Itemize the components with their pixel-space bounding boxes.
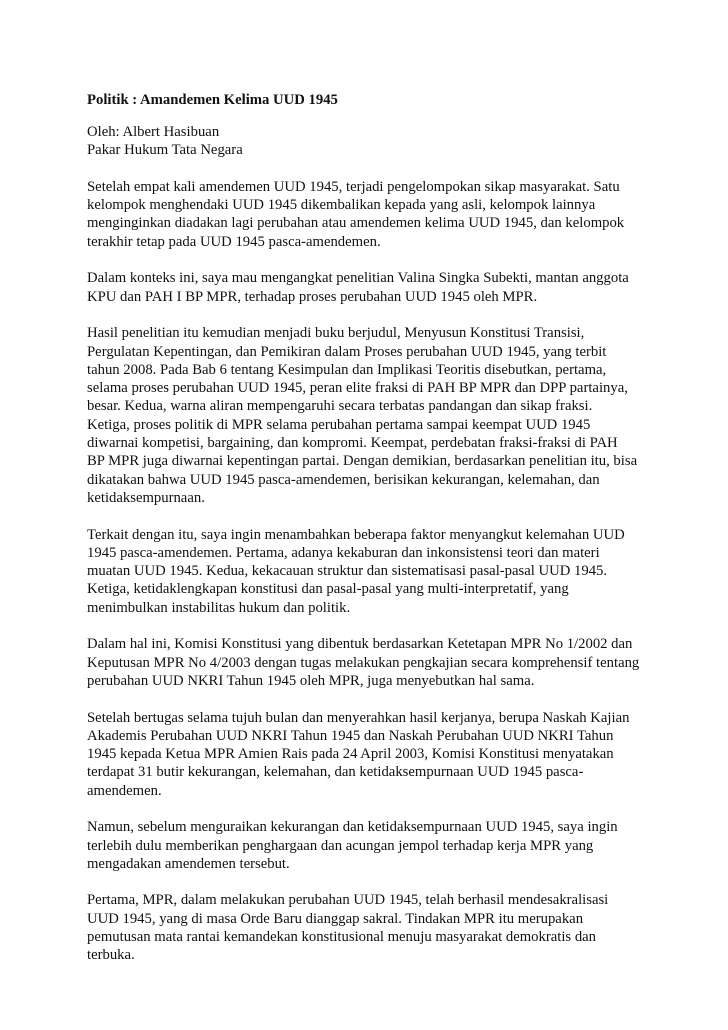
paragraph-line: Dalam hal ini, Komisi Konstitusi yang dibentuk berdasarkan Ketetapan MPR No 1/2002 dan: [87, 636, 633, 653]
paragraph-line: ketidaksempurnaan.: [87, 489, 205, 506]
paragraph-line: diwarnai kompetisi, bargaining, dan kompromi. Keempat, perdebatan fraksi-fraksi di PAH: [87, 435, 618, 452]
paragraph-line: menginginkan diadakan lagi perubahan atau amendemen kelima UUD 1945, dan kelompok: [87, 215, 625, 232]
paragraph-line: Akademis Perubahan UUD NKRI Tahun 1945 dan Naskah Perubahan UUD NKRI Tahun: [87, 727, 614, 744]
paragraph: [87, 526, 647, 617]
paragraph-line: Setelah empat kali amendemen UUD 1945, terjadi pengelompokan sikap masyarakat. Satu: [87, 178, 620, 195]
document-title: Politik : Amandemen Kelima UUD 1945: [87, 92, 338, 108]
paragraph-line: Ketiga, proses politik di MPR selama perubahan pertama sampai keempat UUD 1945: [87, 416, 591, 433]
paragraph: [87, 709, 647, 800]
paragraph-line: Setelah bertugas selama tujuh bulan dan menyerahkan hasil kerjanya, berupa Naskah Kajian: [87, 709, 630, 726]
paragraph: [87, 818, 647, 873]
paragraph-line: 1945 kepada Ketua MPR Amien Rais pada 24 April 2003, Komisi Konstitusi menyatakan: [87, 746, 614, 763]
paragraph-line: mengadakan amendemen tersebut.: [87, 855, 290, 872]
paragraph-line: Namun, sebelum menguraikan kekurangan dan ketidaksempurnaan UUD 1945, saya ingin: [87, 819, 618, 836]
paragraph-line: Pertama, MPR, dalam melakukan perubahan UUD 1945, telah berhasil mendesakralisasi: [87, 892, 609, 909]
paragraph-line: BP MPR juga diwarnai kepentingan partai. Dengan demikian, berdasarkan penelitian itu, bisa: [87, 453, 638, 470]
paragraph-line: besar. Kedua, warna aliran mempengaruhi secara terbatas pandangan dan sikap fraksi.: [87, 398, 593, 415]
paragraph-line: dikatakan bahwa UUD 1945 pasca-amendemen, berisikan kekurangan, kelemahan, dan: [87, 471, 600, 488]
paragraph-line: 1945 pasca-amendemen. Pertama, adanya kekaburan dan inkonsistensi teori dan materi: [87, 544, 600, 561]
paragraph-line: terdapat 31 butir kekurangan, kelemahan, dan ketidaksempurnaan UUD 1945 pasca-: [87, 764, 584, 781]
paragraph-line: Hasil penelitian itu kemudian menjadi buku berjudul, Menyusun Konstitusi Transisi,: [87, 325, 585, 342]
paragraph: [87, 891, 647, 964]
paragraph-line: pemutusan mata rantai kemandekan konstitusional menuju masyarakat demokratis dan: [87, 929, 597, 946]
paragraph-line: KPU dan PAH I BP MPR, terhadap proses perubahan UUD 1945 oleh MPR.: [87, 288, 538, 305]
paragraph-line: Terkait dengan itu, saya ingin menambahkan beberapa faktor menyangkut kelemahan UUD: [87, 526, 625, 543]
paragraph-line: Pergulatan Kepentingan, dan Pemikiran dalam Proses perubahan UUD 1945, yang terbit: [87, 343, 607, 360]
paragraph: [87, 269, 647, 306]
paragraph-line: menimbulkan instabilitas hukum dan politik.: [87, 599, 351, 616]
document-page: [87, 91, 647, 983]
author-block: [87, 123, 647, 160]
paragraph-line: amendemen.: [87, 782, 162, 799]
paragraph: [87, 635, 647, 690]
author-role: Pakar Hukum Tata Negara: [87, 142, 243, 159]
document-body: [87, 178, 647, 965]
paragraph-line: terlebih dulu memberikan penghargaan dan acungan jempol terhadap kerja MPR yang: [87, 837, 594, 854]
paragraph-line: Keputusan MPR No 4/2003 dengan tugas melakukan pengkajian secara komprehensif tentang: [87, 654, 640, 671]
paragraph-line: Ketiga, ketidaklengkapan konstitusi dan pasal-pasal yang multi-interpretatif, yang: [87, 581, 569, 598]
author-name: Oleh: Albert Hasibuan: [87, 124, 220, 140]
paragraph: [87, 324, 647, 507]
paragraph: [87, 178, 647, 251]
paragraph-line: selama proses perubahan UUD 1945, peran elite fraksi di PAH BP MPR dan DPP partainya,: [87, 380, 628, 397]
paragraph-line: Dalam konteks ini, saya mau mengangkat penelitian Valina Singka Subekti, mantan anggota: [87, 270, 629, 287]
paragraph-line: tahun 2008. Pada Bab 6 tentang Kesimpulan dan Implikasi Teoritis disebutkan, pertama,: [87, 361, 607, 378]
paragraph-line: muatan UUD 1945. Kedua, kekacauan struktur dan sistematisasi pasal-pasal UUD 1945.: [87, 563, 608, 580]
paragraph-line: terbuka.: [87, 947, 135, 964]
paragraph-line: terakhir tetap pada UUD 1945 pasca-amendemen.: [87, 233, 381, 250]
paragraph-line: UUD 1945, yang di masa Orde Baru dianggap sakral. Tindakan MPR itu merupakan: [87, 910, 584, 927]
paragraph-line: perubahan UUD NKRI Tahun 1945 oleh MPR, juga menyebutkan hal sama.: [87, 672, 535, 689]
paragraph-line: kelompok menghendaki UUD 1945 dikembalikan kepada yang asli, kelompok lainnya: [87, 197, 596, 214]
